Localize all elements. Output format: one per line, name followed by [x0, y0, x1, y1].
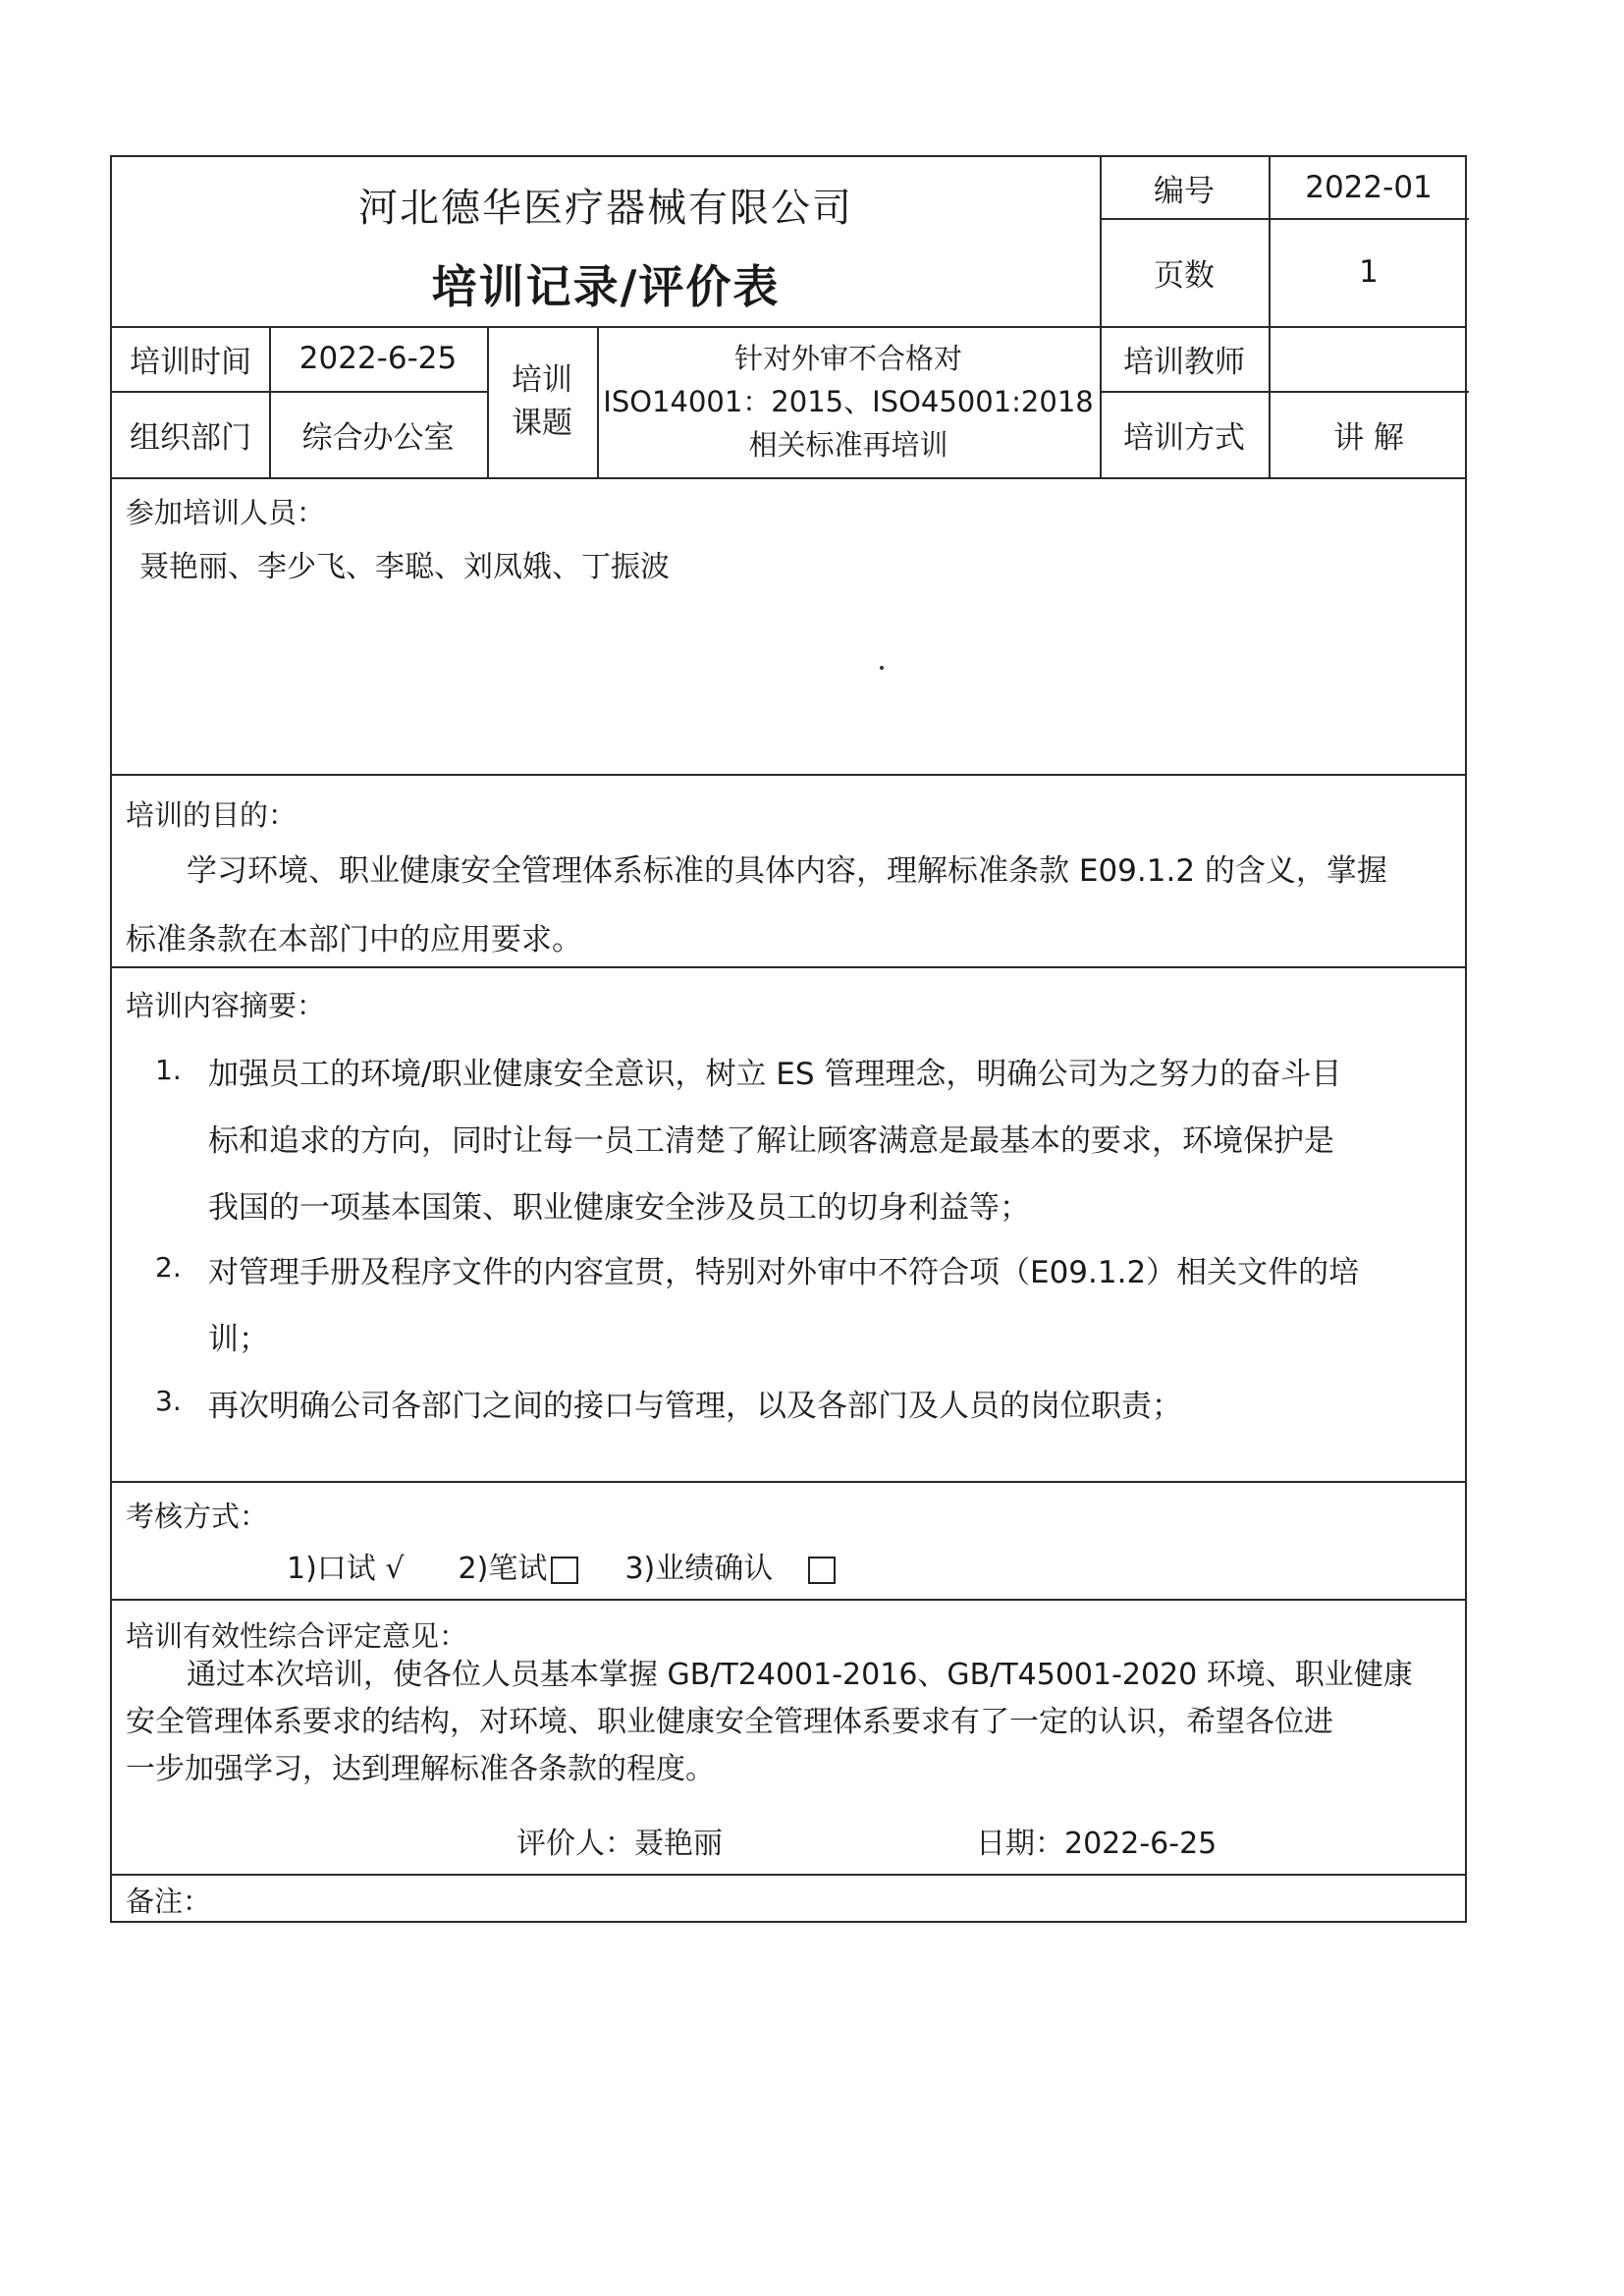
- written-exam-option: 2)笔试: [458, 1552, 548, 1586]
- pages-value: 1: [1359, 254, 1379, 290]
- topic-label: [487, 326, 597, 477]
- evaluation-date: 日期：2022-6-25: [976, 1827, 1218, 1861]
- divider: [112, 966, 1465, 968]
- divider: [112, 1599, 1465, 1601]
- method-label: 培训方式: [1123, 419, 1245, 456]
- evaluator: 评价人：聂艳丽: [516, 1827, 723, 1861]
- department-value: 综合办公室: [301, 419, 455, 456]
- summary-item-line: 训；: [208, 1322, 269, 1357]
- purpose-line: 学习环境、职业健康安全管理体系标准的具体内容，理解标准条款 E09.1.2 的含义，掌握: [187, 853, 1387, 889]
- participants-names: 聂艳丽、李少飞、李聪、刘凤娥、丁振波: [139, 550, 670, 584]
- evaluation-line: 通过本次培训，使各位人员基本掌握 GB/T24001-2016、GB/T45001-2020 环境、职业健康: [187, 1658, 1413, 1692]
- assessment-title: 考核方式：: [126, 1500, 269, 1533]
- remarks-title: 备注：: [126, 1885, 212, 1918]
- oral-exam-option: 1)口试 √: [287, 1552, 405, 1586]
- topic-line: 相关标准再培训: [748, 428, 948, 462]
- assessment-options: [287, 1544, 836, 1587]
- training-record-form: [110, 155, 1467, 1923]
- written-exam-checkbox: [551, 1557, 578, 1584]
- pages-label: 页数: [1154, 257, 1215, 294]
- company-name: 河北德华医疗器械有限公司: [358, 185, 853, 231]
- training-time-value: 2022-6-25: [298, 341, 458, 376]
- number-value: 2022-01: [1305, 170, 1433, 205]
- topic-line: 针对外审不合格对: [733, 342, 962, 375]
- summary-item-number: 2.: [155, 1251, 182, 1284]
- summary-item-number: 1.: [155, 1054, 182, 1086]
- topic-label-line: 课题: [512, 406, 572, 441]
- purpose-title: 培训的目的：: [126, 798, 298, 832]
- divider: [112, 477, 1465, 479]
- participants-title: 参加培训人员：: [126, 496, 326, 529]
- divider: [112, 1481, 1465, 1483]
- summary-item-line: 再次明确公司各部门之间的接口与管理，以及各部门及人员的岗位职责；: [208, 1389, 1182, 1424]
- divider: [112, 774, 1465, 776]
- training-time-label: 培训时间: [130, 344, 251, 380]
- department-label: 组织部门: [130, 419, 251, 456]
- teacher-label: 培训教师: [1123, 344, 1245, 380]
- method-value: 讲 解: [1333, 419, 1404, 456]
- summary-title: 培训内容摘要：: [126, 989, 326, 1022]
- divider: [112, 1874, 1465, 1876]
- evaluation-title: 培训有效性综合评定意见：: [126, 1619, 468, 1653]
- form-title: 培训记录/评价表: [431, 260, 781, 313]
- summary-item-line: 加强员工的环境/职业健康安全意识，树立 ES 管理理念，明确公司为之努力的奋斗目: [208, 1057, 1342, 1092]
- evaluation-line: 安全管理体系要求的结构，对环境、职业健康安全管理体系要求有了一定的认识，希望各位进: [126, 1705, 1333, 1739]
- summary-item-line: 标和追求的方向，同时让每一员工清楚了解让顾客满意是最基本的要求，环境保护是: [208, 1123, 1334, 1159]
- performance-checkbox: [808, 1557, 836, 1584]
- performance-option: 3)业绩确认: [624, 1552, 774, 1586]
- topic-label-line: 培训: [512, 362, 572, 398]
- summary-item-line: 我国的一项基本国策、职业健康安全涉及员工的切身利益等；: [208, 1190, 1030, 1226]
- summary-item-number: 3.: [155, 1385, 182, 1417]
- topic-value: [597, 326, 1100, 477]
- number-label: 编号: [1154, 173, 1215, 209]
- topic-line: ISO14001：2015、ISO45001:2018: [603, 385, 1094, 418]
- summary-item-line: 对管理手册及程序文件的内容宣贯，特别对外审中不符合项（E09.1.2）相关文件的培: [208, 1255, 1360, 1290]
- evaluation-line: 一步加强学习，达到理解标准各条款的程度。: [126, 1752, 715, 1786]
- purpose-line: 标准条款在本部门中的应用要求。: [126, 922, 582, 957]
- teacher-value: [1269, 326, 1469, 391]
- stray-mark: [880, 666, 884, 670]
